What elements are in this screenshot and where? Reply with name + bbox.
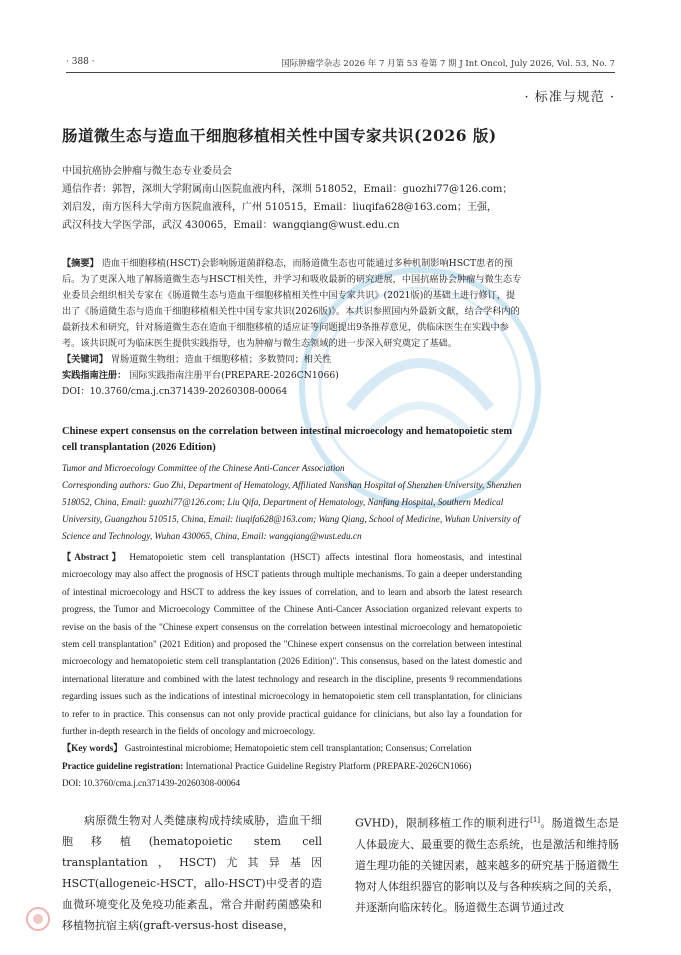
body-text: GVHD)，限制移植工作的顺利进行 bbox=[355, 816, 531, 830]
citation-ref[interactable]: [1] bbox=[530, 816, 541, 824]
abstract-cn-text: 造血干细胞移植(HSCT)会影响肠道菌群稳态，而肠道微生态也可能通过多种机制影响HSCT患者的预后。为了更深入地了解肠道微生态与HSCT相关性，并学习和吸收最新的研究进展，中国抗癌协会肿瘤与微生态专业委员会组织相关专家在《肠道微生态与造血干细胞移植相关性中国专家共识》(2021版)的基础上进行修订，提出了《肠道微生态与造血干细胞移植相关性中国专家共识(2026版)》。本共识参照国内外最新文献，结合学科内的最新技术和研究，针对肠道微生态在造血干细胞移植的适应证等问题提出9条推荐意见，供临床医生在实践中参考。该共识既可为临床医生提供实践指导，也为肿瘤与微生态领域的进一步深入研究奠定了基础。 bbox=[62, 258, 522, 349]
english-committee: Tumor and Microecology Committee of the Chinese Anti-Cancer Association bbox=[62, 463, 345, 473]
english-keywords-label: 【Key words】 bbox=[62, 743, 123, 754]
author-line: 刘启发，南方医科大学南方医院血液科，广州 510515，Email：liuqifa628@163.com；王强， bbox=[62, 202, 498, 213]
english-keywords bbox=[62, 740, 522, 757]
abstract-cn-label: 【摘要】 bbox=[62, 258, 99, 269]
registration-cn bbox=[62, 368, 522, 384]
header-rule bbox=[66, 72, 615, 73]
registration-cn-label: 实践指南注册： bbox=[62, 370, 127, 381]
abstract-cn bbox=[62, 256, 522, 400]
author-block bbox=[62, 163, 522, 235]
english-keywords-text: Gastrointestinal microbiome; Hematopoietic stem cell transplantation; Consensus; Correlation bbox=[124, 743, 472, 754]
english-registration-label: Practice guideline registration: bbox=[62, 760, 184, 771]
author-org: 中国抗癌协会肿瘤与微生态专业委员会 bbox=[62, 166, 232, 177]
english-abstract-label: 【Abstract】 bbox=[62, 552, 124, 562]
english-authors bbox=[62, 460, 522, 545]
doi-cn: DOI：10.3760/cma.j.cn371439-20260308-00064 bbox=[62, 386, 288, 397]
body-column-right bbox=[355, 810, 619, 918]
keywords-cn-text: 胃肠道微生物组；造血干细胞移植；多数赞同；相关性 bbox=[110, 354, 332, 365]
keywords-cn bbox=[62, 352, 522, 368]
journal-header: 国际肿瘤学杂志 2026 年 7 月第 53 卷第 7 期 J Int Oncol, July 2026, Vol. 53, No. 7 bbox=[281, 59, 615, 69]
english-abstract-text: Hematopoietic stem cell transplantation (HSCT) affects intestinal flora homeostasis, and intestinal microecology may also affect the prognosis of HSCT patients through multiple mechanisms. To gain a deeper understanding of intestinal microecology and HSCT to address the key issues of correlation, and to learn and absorb the latest research progress, the Tumor and Microecology Committee of the Chinese Anti-Cancer Association organized relevant experts to revise on the basis of the "Chinese expert consensus on the correlation between intestinal microecology and hematopoietic stem cell transplantation" (2021 Edition) and proposed the "Chinese expert consensus on the correlation between intestinal microecology and hematopoietic stem cell transplantation (2026 Edition)". This consensus, based on the latest domestic and international literature and combined with the latest technology and research in the discipline, presents 9 recommendations regarding issues such as the indications of intestinal microecology in hematopoietic stem cell transplantation, for clinicians to refer to in practice. This consensus can not only provide practical guidance for clinicians, but also lay a foundation for further in-depth research in the fields of oncology and microecology. bbox=[62, 552, 522, 737]
english-abstract-block bbox=[62, 424, 522, 793]
author-line: 武汉科技大学医学部，武汉 430065，Email：wangqiang@wust.edu.cn bbox=[62, 220, 400, 231]
english-title: Chinese expert consensus on the correlation between intestinal microecology and hematopoietic stem cell transplantation (2026 Edition) bbox=[62, 426, 513, 453]
body-column-left: 病原微生物对人类健康构成持续威胁，造血干细胞移植(hematopoietic stem cell transplantation，HSCT)尤其异基因HSCT(allogeneic-HSCT，allo-HSCT)中受者的造血微环境变化及免疫功能紊乱，常合并耐药菌感染和移植物抗宿主病(graft-versus-host disease， bbox=[62, 814, 322, 932]
registration-cn-text: 国际实践指南注册平台(PREPARE-2026CN1066) bbox=[129, 370, 339, 381]
publisher-logo-icon bbox=[24, 905, 64, 933]
page-number: · 388 · bbox=[66, 57, 95, 67]
english-doi: DOI: 10.3760/cma.j.cn371439-20260308-00064 bbox=[62, 778, 241, 789]
english-registration-text: International Practice Guideline Registry Platform (PREPARE-2026CN1066) bbox=[185, 760, 472, 771]
keywords-cn-label: 【关键词】 bbox=[62, 354, 108, 365]
english-abstract bbox=[62, 549, 522, 793]
english-registration bbox=[62, 758, 522, 775]
section-tag: · 标准与规范 · bbox=[524, 90, 615, 105]
abstract-cn-body bbox=[62, 256, 522, 352]
english-abstract-body bbox=[62, 549, 522, 740]
author-line: 通信作者：郭智，深圳大学附属南山医院血液内科，深圳 518052，Email：guozhi77@126.com； bbox=[62, 184, 513, 195]
body-text: 。肠道微生态是人体最庞大、最重要的微生态系统，也是激活和维持肠道生理功能的关键因素，越来越多的研究基于肠道微生物对人体组织器官的影响以及与各种疾病之间的关系，并逐渐向临床转化。肠道微生态调节通过改 bbox=[355, 816, 620, 914]
english-corresponding: Corresponding authors: Guo Zhi, Department of Hematology, Affiliated Nanshan Hospital of Shenzhen University, Shenzhen 518052, China, Email: guozhi77@126.com; Liu Qifa, Department of Hematology, Nanfang Hospital, Southern Medical University, Guangzhou 510515, China, Email: liuqifa628@163.com; Wang Qiang, School of Medicine, Wuhan University of Science and Technology, Wuhan 430065, China, Email: wangqiang@wust.edu.cn bbox=[62, 480, 522, 541]
paper-title: 肠道微生态与造血干细胞移植相关性中国专家共识(2026 版) bbox=[62, 126, 497, 145]
